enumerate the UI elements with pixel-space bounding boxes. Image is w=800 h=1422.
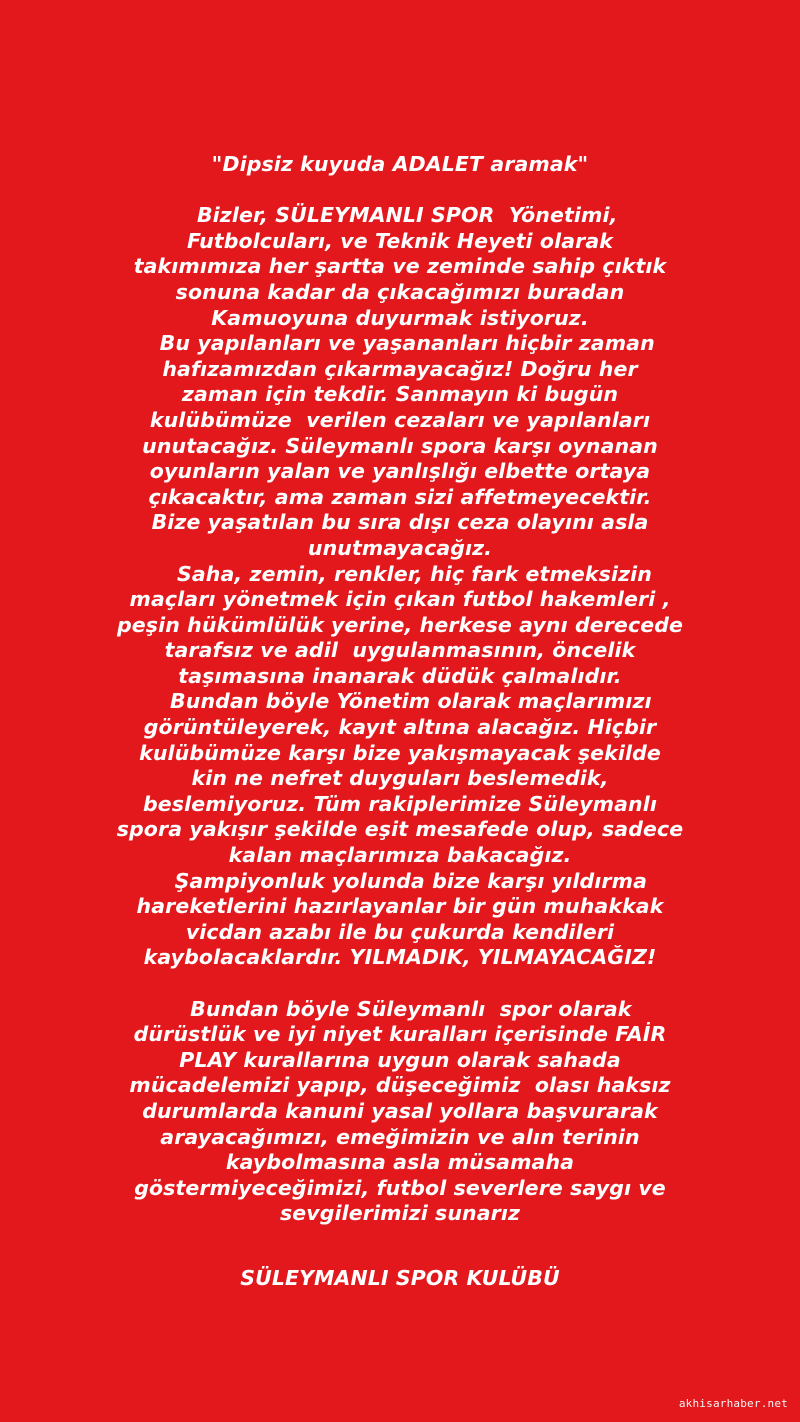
text-line: sevgilerimizi sunarız (279, 1201, 521, 1226)
text-line: peşin hükümlülük yerine, herkese aynı derecede (117, 612, 683, 637)
text-line: tarafsız ve adil uygulanmasının, öncelik (164, 638, 636, 663)
text-line: Saha, zemin, renkler, hiç fark etmeksizin (148, 561, 652, 586)
text-line: beslemiyoruz. Tüm rakiplerimize Süleymanlı (143, 791, 657, 816)
text-line: vicdan azabı ile bu çukurda kendileri (185, 919, 615, 944)
text-line: Şampiyonluk yolunda bize karşı yıldırma (152, 868, 648, 893)
text-line: unutmayacağız. (307, 535, 493, 560)
text-line: kaybolmasına asla müsamaha (225, 1150, 575, 1175)
paragraph-penalties (0, 331, 800, 561)
text-line: Bundan böyle Süleymanlı spor olarak (168, 996, 632, 1021)
text-line: unutacağız. Süleymanlı spora karşı oynanan (142, 433, 658, 458)
source-watermark: akhisarhaber.net (678, 1397, 788, 1410)
text-line: kalan maçlarımıza bakacağız. (228, 843, 572, 868)
text-line: Futbolcuları, ve Teknik Heyeti olarak (186, 228, 614, 253)
text-line: hafızamızdan çıkarmayacağız! Doğru her (162, 356, 638, 381)
text-line: dürüstlük ve iyi niyet kuralları içerisinde FAİR (133, 1022, 667, 1047)
text-line: Kamuoyuna duyurmak istiyoruz. (211, 305, 589, 330)
text-line: mücadelemizi yapıp, düşeceğimiz olası haksız (129, 1073, 671, 1098)
text-line: Bundan böyle Yönetim olarak maçlarımızı (148, 689, 652, 714)
text-line: durumlarda kanuni yasal yollara başvurarak (142, 1098, 658, 1123)
text-line: Bu yapılanları ve yaşananları hiçbir zaman (145, 331, 655, 356)
text-line: Bize yaşatılan bu sıra dışı ceza olayını asla (151, 510, 649, 535)
text-line: kulübümüze verilen cezaları ve yapılanları (149, 407, 651, 432)
statement-title: "Dipsiz kuyuda ADALET aramak" (211, 152, 589, 176)
spacer (0, 178, 800, 204)
text-line: zaman için tekdir. Sanmayın ki bugün (181, 382, 619, 407)
text-line: kulübümüze karşı bize yakışmayacak şekilde (139, 740, 661, 765)
text-line: taşımasına inanarak düdük çalmalıdır. (178, 663, 622, 688)
spacer (0, 971, 800, 997)
text-line: oyunların yalan ve yanlışlığı elbette ortaya (149, 459, 651, 484)
text-line: kin ne nefret duyguları beslemedik, (191, 766, 609, 791)
text-line: maçları yönetmek için çıkan futbol hakemleri , (129, 587, 671, 612)
paragraph-recording (0, 689, 800, 868)
club-signature: SÜLEYMANLI SPOR KULÜBÜ (240, 1266, 560, 1290)
text-line: PLAY kurallarına uygun olarak sahada (179, 1047, 621, 1072)
text-line: çıkacaktır, ama zaman sizi affetmeyecektir. (148, 484, 652, 509)
paragraph-championship (0, 869, 800, 971)
text-line: kaybolacaklardır. YILMADIK, YILMAYACAĞIZ! (143, 945, 657, 970)
paragraph-support-declaration (0, 203, 800, 331)
paragraph-fair-play (0, 997, 800, 1227)
paragraph-referees (0, 562, 800, 690)
text-line: arayacağımızı, emeğimizin ve alın terinin (160, 1124, 640, 1149)
text-line: takımımıza her şartta ve zeminde sahip çıktık (133, 254, 667, 279)
text-line: hareketlerini hazırlayanlar bir gün muhakkak (136, 894, 664, 919)
text-line: göstermiyeceğimizi, futbol severlere saygı ve (134, 1175, 666, 1200)
text-line: Bizler, SÜLEYMANLI SPOR Yönetimi, (182, 203, 618, 228)
text-line: görüntüleyerek, kayıt altına alacağız. Hiçbir (143, 715, 657, 740)
text-line: sonuna kadar da çıkacağımızı buradan (175, 279, 625, 304)
statement-text (0, 152, 800, 1227)
text-line: spora yakışır şekilde eşit mesafede olup, sadece (116, 817, 684, 842)
